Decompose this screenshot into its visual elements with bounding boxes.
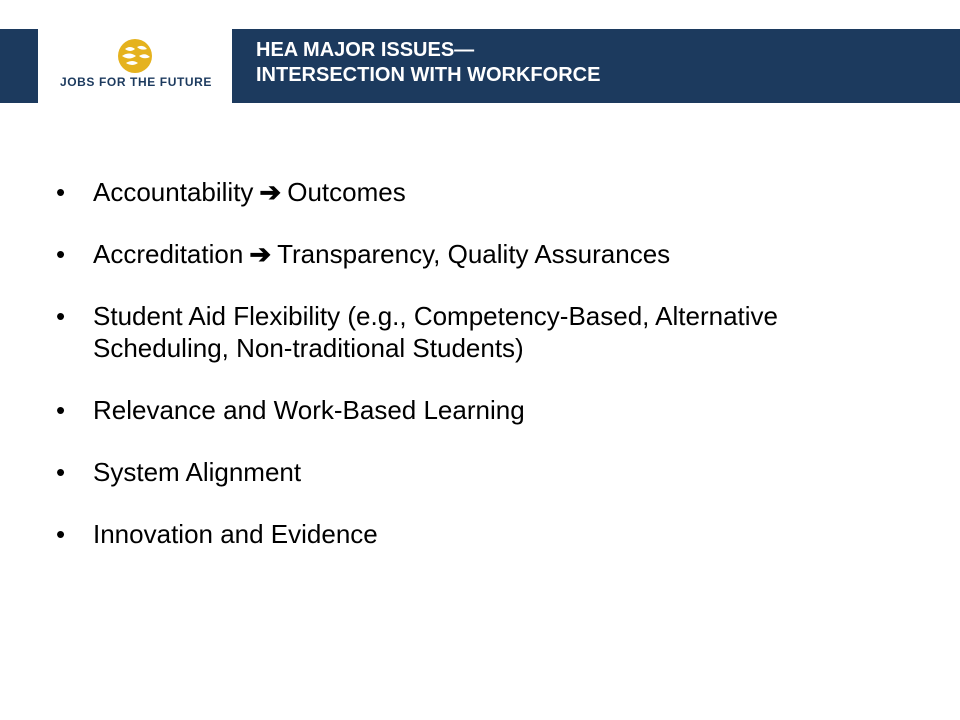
bullet-dot: • [56, 395, 66, 425]
bullet-text: Student Aid Flexibility (e.g., Competency-Based, Alternative Scheduling, Non-traditional Students) [93, 301, 779, 363]
arrow-right-icon: ➔ [249, 239, 272, 269]
logo-text: JOBS FOR THE FUTURE [59, 75, 213, 89]
bullet-text: Accountability [93, 177, 254, 207]
bullet-item-system-alignment [56, 456, 916, 488]
bullet-text: Relevance and Work-Based Learning [93, 395, 525, 425]
bullet-dot: • [56, 519, 66, 549]
title-line-1: HEA MAJOR ISSUES— [256, 39, 475, 61]
bullet-dot: • [56, 239, 66, 269]
bullet-text: Outcomes [287, 177, 406, 207]
bullet-text: Transparency, Quality Assurances [277, 239, 671, 269]
bullet-item-relevance [56, 394, 916, 426]
bullet-text: System Alignment [93, 457, 302, 487]
bullet-item-student-aid [56, 300, 916, 364]
bullet-dot: • [56, 457, 66, 487]
bullet-item-accreditation [56, 238, 916, 270]
bullet-text: Innovation and Evidence [93, 519, 378, 549]
bullet-item-innovation [56, 518, 916, 550]
logo [38, 29, 232, 103]
title-line-2: INTERSECTION WITH WORKFORCE [256, 64, 601, 86]
arrow-right-icon: ➔ [259, 177, 282, 207]
bullet-item-accountability [56, 176, 916, 208]
bullet-text: Accreditation [93, 239, 244, 269]
bullet-list [56, 176, 916, 580]
bullet-dot: • [56, 301, 66, 331]
page-title [256, 38, 946, 88]
jff-logo-icon [110, 37, 160, 75]
bullet-dot: • [56, 177, 66, 207]
